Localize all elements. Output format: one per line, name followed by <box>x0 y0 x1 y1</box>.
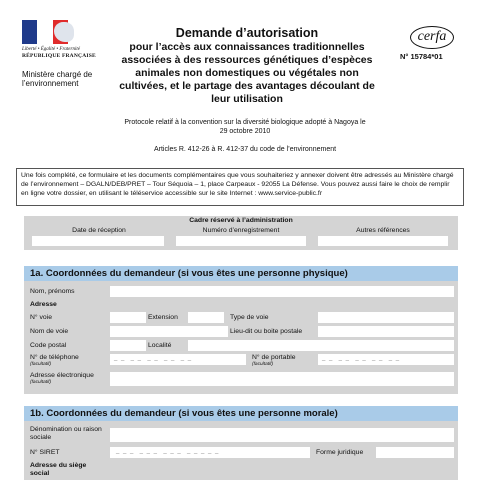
ministry-label: Ministère chargé de l’environnement <box>22 70 93 88</box>
siret-digit-guides: _ _ _ _ _ _ _ _ _ _ _ _ _ _ <box>116 448 220 454</box>
company-name-label: Dénomination ou raison sociale <box>30 426 102 441</box>
cerfa-number: N° 15784*01 <box>400 52 443 61</box>
admin-title: Cadre réservé à l’administration <box>189 217 293 224</box>
company-name-input[interactable] <box>110 428 454 442</box>
submission-notice: Une fois complété, ce formulaire et les documents complémentaires que vous souhaiteriez y annexer doivent être adressés au Ministère chargé de l’environnement – DGALN/DEB/PRET – Tour Séquoia – 1, place Carpeaux - 92055 La Défense. Vous pouvez aussi faire le choix de remplir en ligne votre dossier, en utilisant le téléservice accessible sur le site Internet : www.service-public.fr <box>16 168 464 206</box>
siret-label: N° SIRET <box>30 449 60 456</box>
reception-date-label: Date de réception <box>72 227 126 234</box>
french-flag-icon <box>22 20 68 44</box>
legal-form-label: Forme juridique <box>316 449 364 456</box>
postal-code-label: Code postal <box>30 342 67 349</box>
street-number-input[interactable] <box>110 312 146 323</box>
name-input[interactable] <box>110 286 454 297</box>
form-title-sub: pour l’accès aux connaissances traditionnelles associées à des ressources génétiques d’espèces animales non domestiques ou végétales non cultivées, et le partage des avantages découlant de leur utilisation <box>119 41 375 105</box>
street-type-input[interactable] <box>318 312 454 323</box>
email-label: Adresse électronique (facultatif) <box>30 372 94 385</box>
republic-motto: Liberté • Égalité • Fraternité <box>22 47 80 52</box>
mobile-label: N° de portable (facultatif) <box>252 354 296 367</box>
marianne-icon <box>54 22 74 42</box>
extension-input[interactable] <box>188 312 224 323</box>
locality-box-input[interactable] <box>318 326 454 337</box>
other-references-label: Autres références <box>356 227 410 234</box>
city-input[interactable] <box>188 340 454 351</box>
section-1b <box>24 406 458 480</box>
republic-logo <box>22 20 94 59</box>
form-title-main: Demande d’autorisation <box>175 26 319 40</box>
registration-number-field[interactable] <box>176 236 306 246</box>
phone-label: N° de téléphone (facultatif) <box>30 354 79 367</box>
form-title <box>112 26 382 106</box>
articles-reference: Articles R. 412-26 à R. 412-37 du code de l’environnement <box>153 146 337 153</box>
section-1a <box>24 266 458 394</box>
protocol-reference: Protocole relatif à la convention sur la diversité biologique adopté à Nagoya le 29 octobre 2010 <box>124 119 366 135</box>
street-number-label: N° voie <box>30 314 52 321</box>
section-1a-title: 1a. Coordonnées du demandeur (si vous êtes une personne physique) <box>24 266 458 281</box>
mobile-digit-guides: _ _ _ _ _ _ _ _ _ _ <box>322 355 401 361</box>
email-input[interactable] <box>110 372 454 386</box>
other-references-field[interactable] <box>318 236 448 246</box>
section-1b-title: 1b. Coordonnées du demandeur (si vous êtes une personne morale) <box>24 406 458 421</box>
street-name-label: Nom de voie <box>30 328 69 335</box>
phone-optional-note: (facultatif) <box>30 362 52 367</box>
phone-digit-guides: _ _ _ _ _ _ _ _ _ _ <box>114 355 193 361</box>
republic-name: RÉPUBLIQUE FRANÇAISE <box>22 53 96 59</box>
registration-number-label: Numéro d’enregistrement <box>202 227 280 234</box>
postal-code-input[interactable] <box>110 340 146 351</box>
street-type-label: Type de voie <box>230 314 269 321</box>
city-label: Localité <box>148 342 172 349</box>
head-office-label: Adresse du siège social <box>30 462 87 477</box>
email-optional-note: (facultatif) <box>30 380 52 385</box>
mobile-optional-note: (facultatif) <box>252 362 274 367</box>
locality-box-label: Lieu-dit ou boite postale <box>230 328 303 335</box>
admin-reserved-frame <box>24 216 458 250</box>
name-label: Nom, prénoms <box>30 288 75 295</box>
cerfa-logo: cerfa <box>410 26 454 49</box>
street-name-input[interactable] <box>110 326 228 337</box>
reception-date-field[interactable] <box>32 236 164 246</box>
address-label: Adresse <box>30 301 57 308</box>
legal-form-input[interactable] <box>376 447 454 458</box>
extension-label: Extension <box>148 314 178 321</box>
